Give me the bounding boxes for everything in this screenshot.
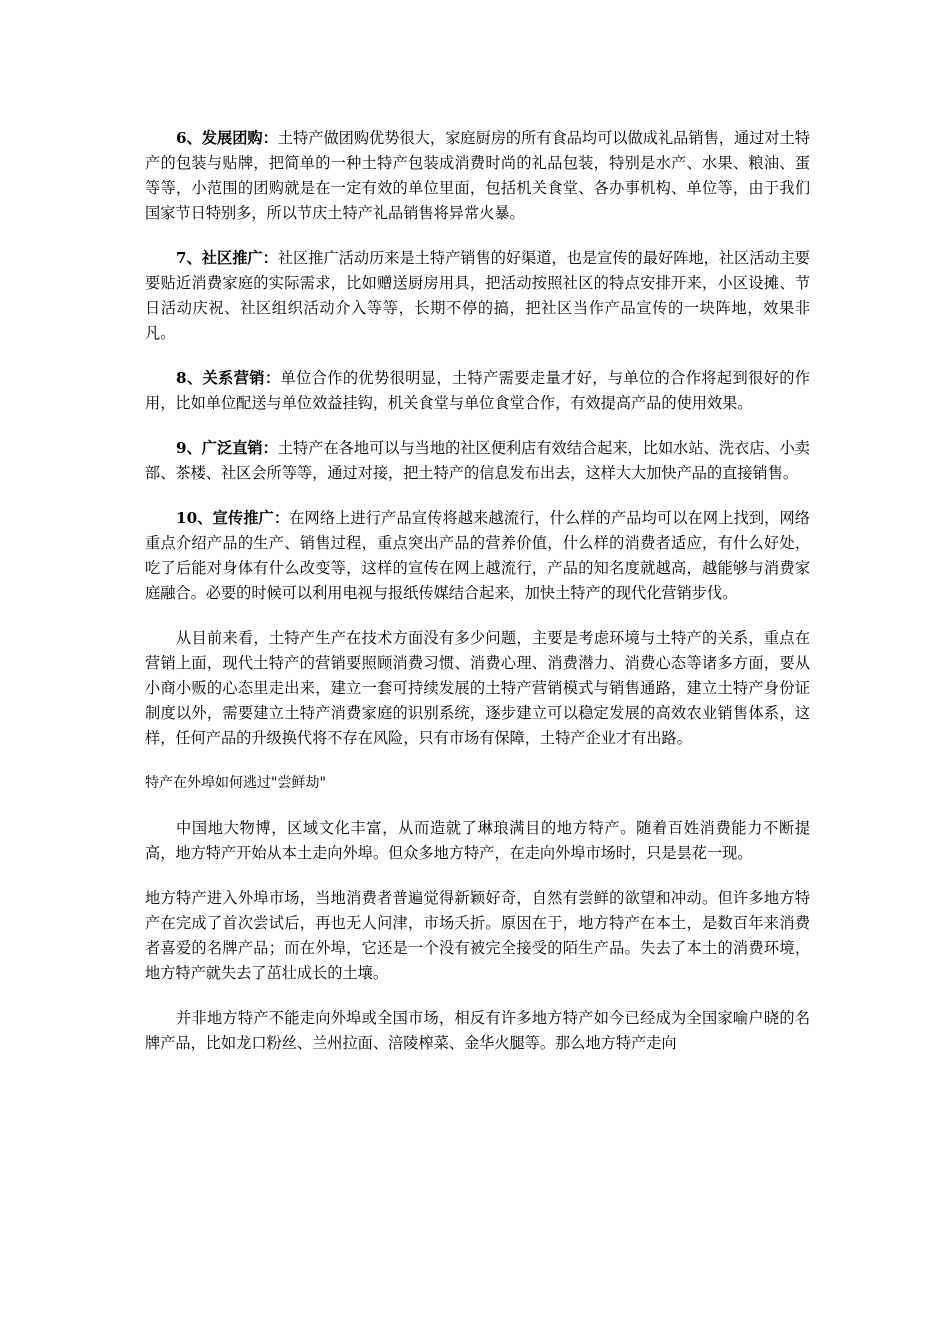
- section-text: 社区推广活动历来是土特产销售的好渠道，也是宣传的最好阵地，社区活动主要要贴近消费家庭的实际需求，比如赠送厨房用具，把活动按照社区的特点安排开来，小区设摊、节日活动庆祝、社区组织活动介入等等，长期不停的搞，把社区当作产品宣传的一块阵地，效果非凡。: [145, 249, 810, 342]
- section-text: 在网络上进行产品宣传将越来越流行，什么样的产品均可以在网上找到，网络重点介绍产品的生产、销售过程，重点突出产品的营养价值，什么样的消费者适应，有什么好处，吃了后能对身体有什么改变等，这样的宣传在网上越流行，产品的知名度就越高，越能够与消费家庭融合。必要的时候可以利用电视与报纸传媒结合起来，加快土特产的现代化营销步伐。: [145, 509, 810, 602]
- document-body: [145, 126, 810, 1076]
- section-lead: 9、广泛直销：: [176, 439, 278, 457]
- section-lead: 7、社区推广：: [176, 249, 278, 267]
- section-text: 单位合作的优势很明显，土特产需要走量才好，与单位的合作将起到很好的作用，比如单位配送与单位效益挂钩，机关食堂与单位食堂合作，有效提高产品的使用效果。: [145, 369, 810, 412]
- article-paragraph: 中国地大物博，区域文化丰富，从而造就了琳琅满目的地方特产。随着百姓消费能力不断提高，地方特产开始从本土走向外埠。但众多地方特产，在走向外埠市场时，只是昙花一现。: [145, 819, 810, 862]
- section-text: 土特产在各地可以与当地的社区便利店有效结合起来，比如水站、洗衣店、小卖部、茶楼、社区会所等等，通过对接，把土特产的信息发布出去，这样大大加快产品的直接销售。: [145, 439, 810, 482]
- conclusion-paragraph: 从目前来看，土特产生产在技术方面没有多少问题，主要是考虑环境与土特产的关系，重点在营销上面，现代土特产的营销要照顾消费习惯、消费心理、消费潜力、消费心态等诸多方面，要从小商小贩的心态里走出来，建立一套可持续发展的土特产营销模式与销售通路，建立土特产身份证制度以外，需要建立土特产消费家庭的识别系统，逐步建立可以稳定发展的高效农业销售体系，这样，任何产品的升级换代将不存在风险，只有市场有保障，土特产企业才有出路。: [145, 629, 810, 747]
- section-community-promotion: [145, 246, 810, 346]
- section-direct-sales: [145, 436, 810, 486]
- section-lead: 10、宣传推广：: [176, 509, 290, 527]
- section-relationship-marketing: [145, 366, 810, 416]
- section-lead: 8、关系营销：: [176, 369, 281, 387]
- section-text: 土特产做团购优势很大，家庭厨房的所有食品均可以做成礼品销售，通过对土特产的包装与贴牌，把简单的一种土特产包装成消费时尚的礼品包装，特别是水产、水果、粮油、蛋等等，小范围的团购就是在一定有效的单位里面，包括机关食堂、各办事机构、单位等，由于我们国家节日特别多，所以节庆土特产礼品销售将异常火暴。: [145, 129, 810, 222]
- section-lead: 6、发展团购：: [176, 129, 278, 147]
- article-paragraph: 地方特产进入外埠市场，当地消费者普遍觉得新颖好奇，自然有尝鲜的欲望和冲动。但许多地方特产在完成了首次尝试后，再也无人问津，市场夭折。原因在于，地方特产在本土，是数百年来消费者喜爱的名牌产品；而在外埠，它还是一个没有被完全接受的陌生产品。失去了本土的消费环境，地方特产就失去了茁壮成长的土壤。: [145, 889, 810, 982]
- article-paragraph: 并非地方特产不能走向外埠或全国市场，相反有许多地方特产如今已经成为全国家喻户晓的名牌产品，比如龙口粉丝、兰州拉面、涪陵榨菜、金华火腿等。那么地方特产走向: [145, 1009, 810, 1052]
- article-title: 特产在外埠如何逃过"尝鲜劫": [145, 775, 326, 791]
- section-group-buying: [145, 126, 810, 226]
- section-publicity: [145, 506, 810, 606]
